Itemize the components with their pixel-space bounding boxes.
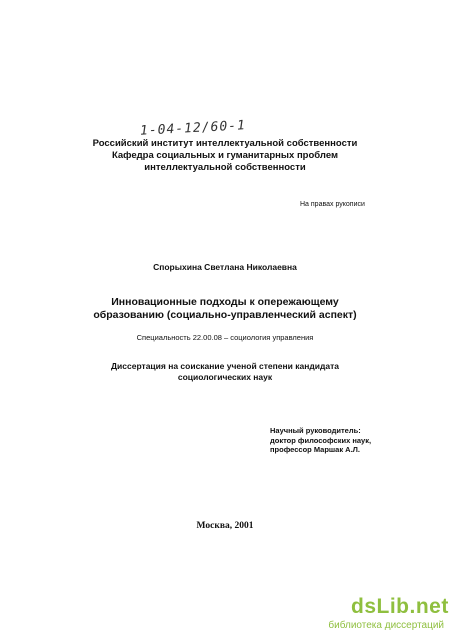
degree-line-2: социологических наук: [177, 372, 273, 382]
degree-line-1: Диссертация на соискание ученой степени кандидата: [111, 361, 339, 371]
supervisor-degree: доктор философских наук,: [270, 435, 372, 445]
city-year: Москва, 2001: [196, 521, 254, 531]
department-name-cont: интеллектуальной собственности: [144, 162, 306, 173]
supervisor-label: Научный руководитель:: [270, 426, 361, 435]
degree-statement: [0, 361, 450, 383]
dslib-watermark-logo: [328, 595, 449, 633]
specialty-line: Специальность 22.00.08 – социология управления: [136, 333, 314, 342]
institution-name: Российский институт интеллектуальной собственности: [92, 138, 358, 149]
supervisor-name: профессор Маршак А.Л.: [270, 445, 361, 454]
title-line-2: образованию (социально-управленческий аспект): [93, 309, 357, 321]
handwritten-registry-number: 1-04-12/60-1: [139, 118, 247, 139]
dissertation-title: [0, 296, 450, 322]
institution-block: [0, 138, 450, 174]
title-line-1: Инновационные подходы к опережающему: [111, 296, 339, 308]
watermark-tagline: библиотека диссертаций: [328, 620, 444, 631]
author-name: Спорыхина Светлана Николаевна: [153, 262, 297, 272]
department-name: Кафедра социальных и гуманитарных проблем: [111, 150, 339, 161]
watermark-brand: dsLib.net: [351, 595, 449, 618]
supervisor-block: [270, 426, 371, 455]
manuscript-rights-note: На правах рукописи: [300, 201, 365, 208]
